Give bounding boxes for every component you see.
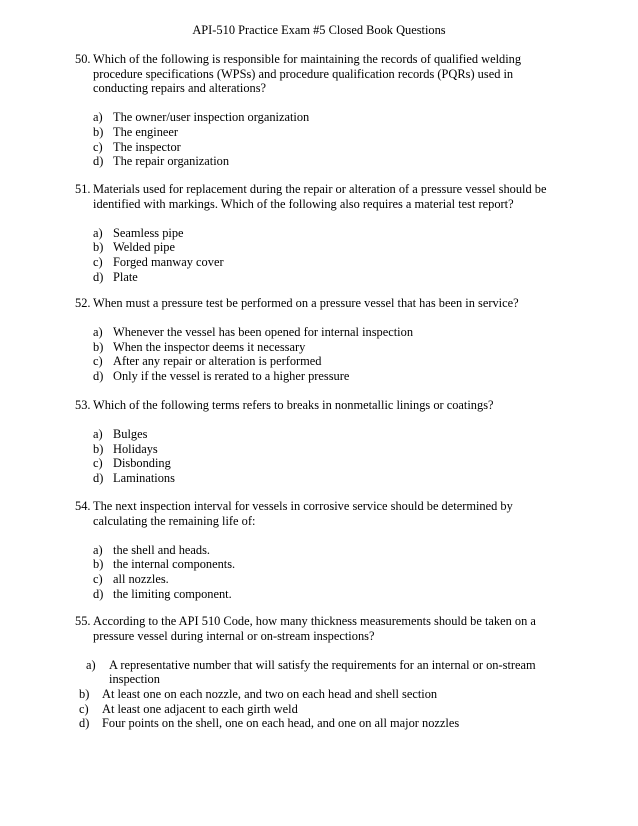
question-number: 52. [75,296,91,310]
question-number: 53. [75,398,91,412]
option [93,543,555,558]
options-list [75,226,555,284]
option-letter: c) [93,254,103,269]
option [93,125,555,140]
option-letter: c) [79,701,89,716]
question-52 [75,296,555,384]
option-letter: b) [93,557,104,572]
option-text: A representative number that will satisfy the requirements for an internal or on-stream inspection [109,657,536,687]
option-letter: a) [93,542,103,557]
option [93,154,555,169]
question-body: According to the API 510 Code, how many thickness measurements should be taken on a pressure vessel during internal or on-stream inspections? [93,614,536,643]
question-50 [75,52,555,169]
question-body: Which of the following is responsible for maintaining the records of qualified welding procedure specifications (WPSs) and procedure qualification records (PQRs) used in conducting repairs and alterations? [93,52,522,96]
option-letter: b) [93,441,104,456]
option-letter: d) [93,154,104,169]
option-text: After any repair or alteration is performed [113,354,322,369]
question-53 [75,398,555,486]
options-list [75,325,555,383]
option-text: Laminations [113,470,175,485]
option-letter: a) [93,325,103,340]
option-letter: c) [93,139,103,154]
option-text: Welded pipe [113,240,175,255]
option-text: At least one on each nozzle, and two on each head and shell section [102,686,438,701]
option [93,354,555,369]
option-text: Disbonding [113,456,171,471]
question-number: 50. [75,52,91,66]
option-letter: a) [93,110,103,125]
option-text: Only if the vessel is rerated to a higher pressure [113,368,350,383]
option-letter: a) [93,427,103,442]
option-text: the limiting component. [113,586,232,601]
option-text: Forged manway cover [113,254,224,269]
option-letter: d) [93,586,104,601]
option-text: Plate [113,269,138,284]
option [93,226,555,241]
option-letter: d) [79,716,90,731]
option [93,471,555,486]
option-text: Four points on the shell, one on each head, and one on all major nozzles [102,716,460,731]
question-text [75,182,555,211]
question-body: When must a pressure test be performed on a pressure vessel that has been in service? [93,296,519,310]
option-letter: a) [86,657,96,672]
option [79,716,555,731]
question-51 [75,182,555,284]
question-body: Which of the following terms refers to breaks in nonmetallic linings or coatings? [93,398,494,412]
option [79,702,555,717]
option-text: Bulges [113,427,148,442]
option [93,369,555,384]
option [93,110,555,125]
option-text: Whenever the vessel has been opened for internal inspection [113,325,414,340]
option-text: Holidays [113,441,158,456]
question-text [75,52,555,96]
option-letter: a) [93,225,103,240]
option [93,240,555,255]
options-list [75,658,555,731]
option [93,456,555,471]
question-number: 54. [75,499,91,513]
question-text [75,398,555,413]
option [79,687,555,702]
option-letter: c) [93,456,103,471]
option-letter: c) [93,354,103,369]
question-text [75,296,555,311]
question-number: 51. [75,182,91,196]
options-list [75,543,555,601]
option-letter: b) [93,240,104,255]
option-letter: c) [93,571,103,586]
option [86,658,555,687]
option [93,572,555,587]
question-text [75,499,555,528]
options-list [75,110,555,168]
option-letter: d) [93,269,104,284]
option-text: Seamless pipe [113,225,184,240]
question-55 [75,614,555,731]
option [93,270,555,285]
option [93,587,555,602]
option-text: the shell and heads. [113,542,211,557]
options-list [75,427,555,485]
option [93,140,555,155]
option [93,255,555,270]
option-text: The repair organization [113,154,230,169]
option-text: The inspector [113,139,181,154]
option [93,557,555,572]
question-number: 55. [75,614,91,628]
option-letter: d) [93,470,104,485]
option-letter: b) [93,124,104,139]
option-text: When the inspector deems it necessary [113,339,306,354]
option-text: all nozzles. [113,571,169,586]
question-body: The next inspection interval for vessels in corrosive service should be determined by calculating the remaining life of: [93,499,513,528]
option-text: The owner/user inspection organization [113,110,310,125]
option-text: the internal components. [113,557,236,572]
question-54 [75,499,555,601]
page-header: API-510 Practice Exam #5 Closed Book Questions [192,23,446,37]
option-letter: b) [79,686,90,701]
question-text [75,614,555,643]
option [93,442,555,457]
option-letter: d) [93,368,104,383]
option [93,325,555,340]
option [93,340,555,355]
option-text: The engineer [113,124,179,139]
option-letter: b) [93,339,104,354]
option [93,427,555,442]
question-body: Materials used for replacement during the repair or alteration of a pressure vessel should be identified with markings. Which of the following also requires a material test report? [93,182,547,211]
option-text: At least one adjacent to each girth weld [102,701,298,716]
